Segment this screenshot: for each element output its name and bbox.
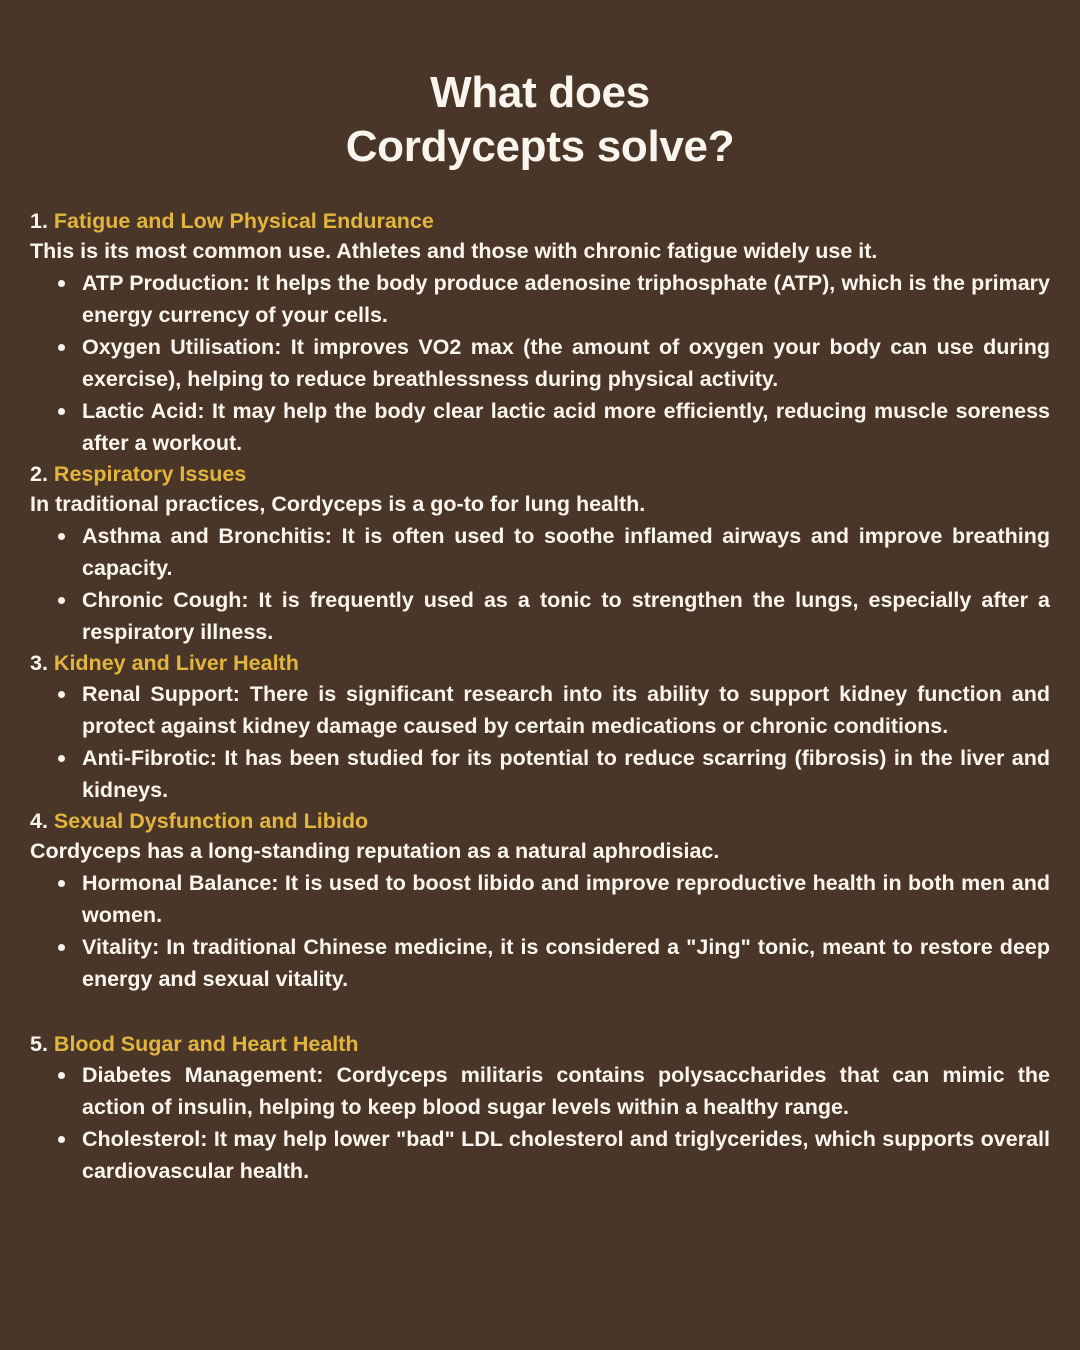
section-2 — [30, 459, 1050, 648]
section-4-heading — [30, 806, 1050, 836]
section-3-bullet-list — [30, 678, 1050, 806]
section-4-bullet-list — [30, 867, 1050, 995]
section-2-title: Respiratory Issues — [53, 462, 247, 486]
sections-container — [0, 206, 1080, 1187]
section-2-intro: In traditional practices, Cordyceps is a go-to for lung health. — [30, 492, 646, 516]
page-title-line-2: Cordycepts solve? — [345, 122, 735, 171]
section-spacer — [30, 995, 1050, 1029]
list-item: Renal Support: There is significant research into its ability to support kidney function and protect against kidney damage caused by certain medications or chronic conditions. — [54, 678, 1050, 742]
section-1-title: Fatigue and Low Physical Endurance — [53, 209, 434, 233]
section-5 — [30, 1029, 1050, 1187]
section-3-heading — [30, 648, 1050, 678]
section-3-title: Kidney and Liver Health — [53, 651, 299, 675]
list-item: Asthma and Bronchitis: It is often used to soothe inflamed airways and improve breathing capacity. — [54, 520, 1050, 584]
list-item: Cholesterol: It may help lower "bad" LDL cholesterol and triglycerides, which supports overall cardiovascular health. — [54, 1123, 1050, 1187]
list-item: ATP Production: It helps the body produce adenosine triphosphate (ATP), which is the primary energy currency of your cells. — [54, 267, 1050, 331]
section-2-number: 2. — [30, 462, 48, 486]
section-1 — [30, 206, 1050, 459]
section-2-heading — [30, 459, 1050, 489]
list-item: Anti-Fibrotic: It has been studied for its potential to reduce scarring (fibrosis) in the liver and kidneys. — [54, 742, 1050, 806]
list-item: Chronic Cough: It is frequently used as a tonic to strengthen the lungs, especially after a respiratory illness. — [54, 584, 1050, 648]
list-item: Vitality: In traditional Chinese medicine, it is considered a "Jing" tonic, meant to restore deep energy and sexual vitality. — [54, 931, 1050, 995]
section-2-bullet-list — [30, 520, 1050, 648]
section-5-number: 5. — [30, 1032, 48, 1056]
section-3-number: 3. — [30, 651, 48, 675]
section-3 — [30, 648, 1050, 806]
section-4-intro: Cordyceps has a long-standing reputation as a natural aphrodisiac. — [30, 839, 720, 863]
list-item: Diabetes Management: Cordyceps militaris contains polysaccharides that can mimic the action of insulin, helping to keep blood sugar levels within a healthy range. — [54, 1059, 1050, 1123]
section-1-heading — [30, 206, 1050, 236]
section-5-title: Blood Sugar and Heart Health — [53, 1032, 359, 1056]
section-4-number: 4. — [30, 809, 48, 833]
section-1-bullet-list — [30, 267, 1050, 459]
list-item: Hormonal Balance: It is used to boost libido and improve reproductive health in both men and women. — [54, 867, 1050, 931]
section-1-number: 1. — [30, 209, 48, 233]
page-title — [0, 0, 1080, 174]
section-1-intro: This is its most common use. Athletes and those with chronic fatigue widely use it. — [30, 239, 878, 263]
section-4-title: Sexual Dysfunction and Libido — [53, 809, 369, 833]
list-item: Oxygen Utilisation: It improves VO2 max (the amount of oxygen your body can use during exercise), helping to reduce breathlessness during physical activity. — [54, 331, 1050, 395]
section-4 — [30, 806, 1050, 995]
list-item: Lactic Acid: It may help the body clear lactic acid more efficiently, reducing muscle soreness after a workout. — [54, 395, 1050, 459]
page-title-line-1: What does — [430, 68, 650, 117]
section-5-heading — [30, 1029, 1050, 1059]
section-5-bullet-list — [30, 1059, 1050, 1187]
